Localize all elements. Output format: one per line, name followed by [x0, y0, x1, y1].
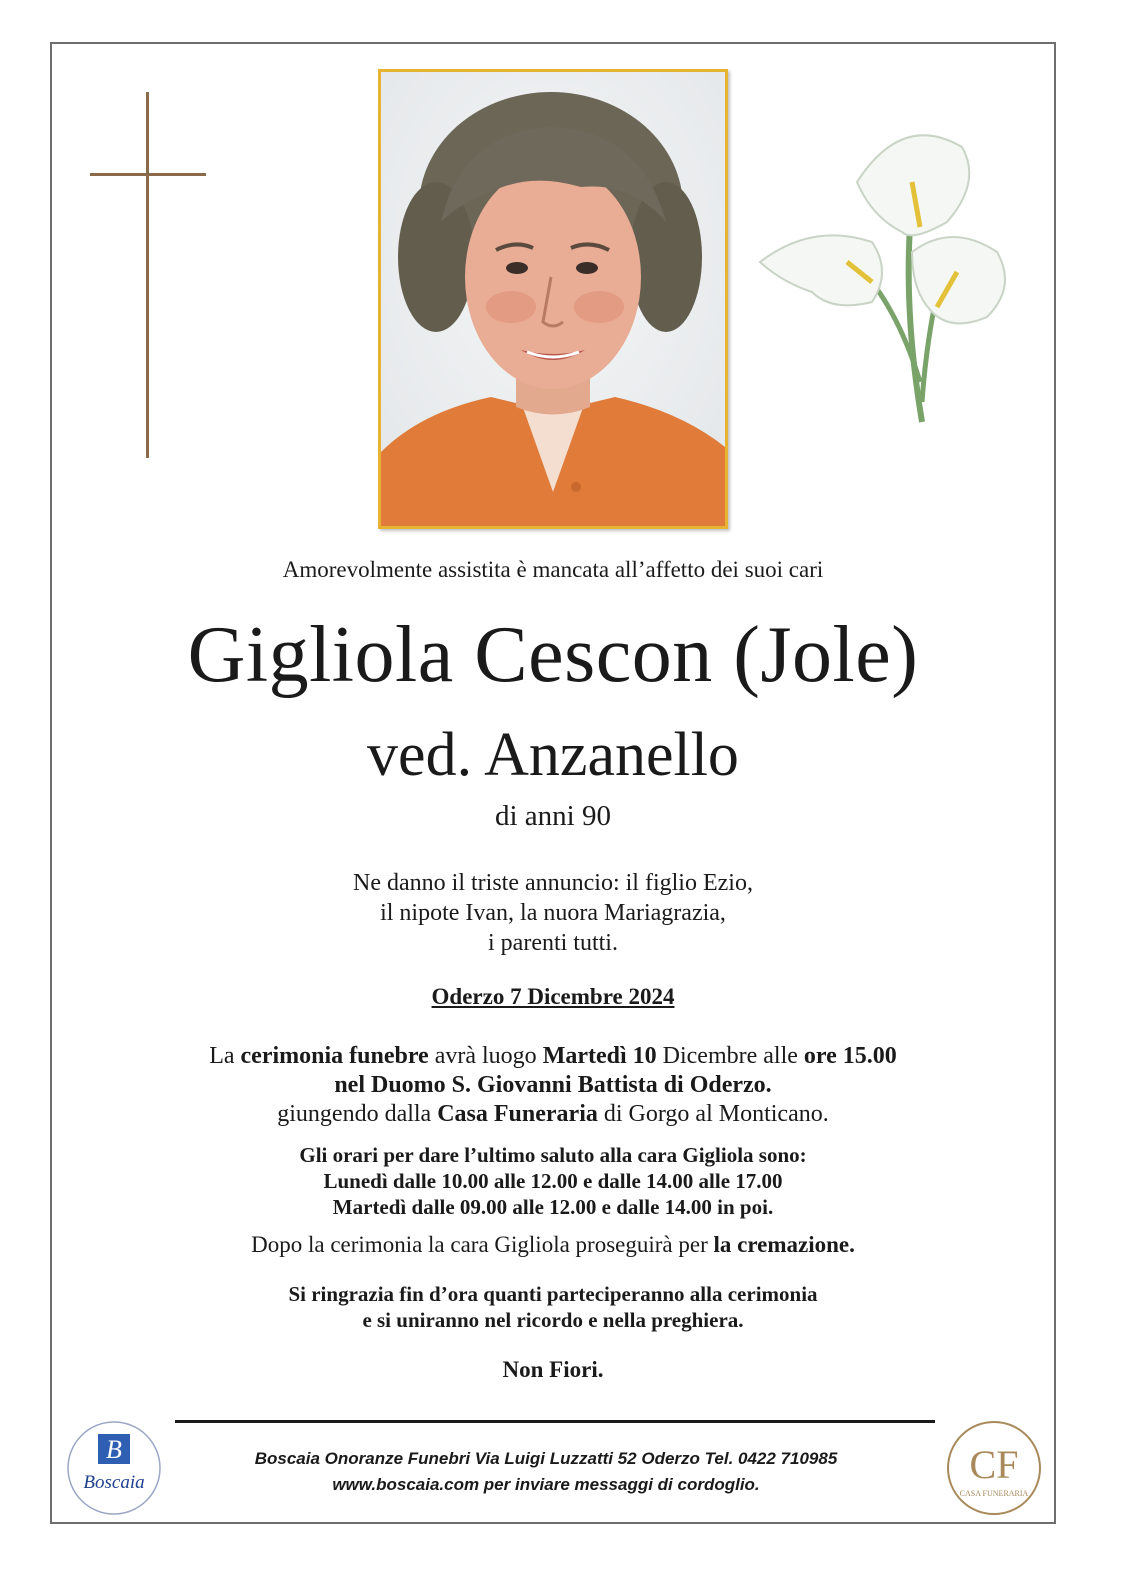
svg-text:CF: CF	[969, 1442, 1019, 1487]
family-announcement	[50, 868, 1056, 958]
family-line: Ne danno il triste annuncio: il figlio Ezio,	[353, 870, 753, 896]
casa-funeraria-logo	[946, 1420, 1042, 1516]
ceremony-line-3: giungendo dalla Casa Funeraria di Gorgo al Monticano.	[277, 1101, 829, 1127]
age-text: di anni 90	[495, 800, 611, 832]
deceased-portrait	[378, 69, 728, 529]
deceased-name: Gigliola Cescon (Jole)	[187, 611, 919, 699]
funeral-home-info	[175, 1446, 917, 1498]
married-name: ved. Anzanello	[367, 721, 739, 789]
boscaia-logo	[66, 1420, 162, 1516]
thanks-line: e si uniranno nel ricordo e nella preghiera.	[362, 1308, 744, 1332]
footer-address: Boscaia Onoranze Funebri Via Luigi Luzzatti 52 Oderzo Tel. 0422 710985	[254, 1449, 838, 1468]
ceremony-details	[50, 1042, 1056, 1129]
intro-text: Amorevolmente assistita è mancata all’affetto dei suoi cari	[282, 557, 824, 582]
cremation-note: Dopo la cerimonia la cara Gigliola proseguirà per la cremazione.	[251, 1232, 855, 1257]
ceremony-line-2: nel Duomo S. Giovanni Battista di Oderzo.	[334, 1072, 772, 1098]
thanks-line: Si ringrazia fin d’ora quanti parteciperanno alla cerimonia	[288, 1282, 818, 1306]
svg-text:CASA FUNERARIA: CASA FUNERARIA	[959, 1489, 1029, 1498]
footer-website[interactable]: www.boscaia.com per inviare messaggi di cordoglio.	[332, 1475, 760, 1494]
thanks-note	[50, 1281, 1056, 1333]
family-line: il nipote Ivan, la nuora Mariagrazia,	[380, 900, 726, 926]
calla-lily-icon	[752, 122, 1022, 432]
hours-line: Gli orari per dare l’ultimo saluto alla cara Gigliola sono:	[299, 1143, 807, 1167]
svg-text:B: B	[106, 1435, 122, 1464]
hours-line: Martedì dalle 09.00 alle 12.00 e dalle 14.00 in poi.	[332, 1195, 774, 1219]
ceremony-line-1: La cerimonia funebre avrà luogo Martedì 10 Dicembre alle ore 15.00	[209, 1043, 897, 1069]
svg-text:Boscaia: Boscaia	[83, 1472, 145, 1493]
family-line: i parenti tutti.	[488, 930, 618, 956]
place-date: Oderzo 7 Dicembre 2024	[431, 984, 675, 1009]
no-flowers-note: Non Fiori.	[502, 1357, 604, 1382]
visiting-hours	[50, 1142, 1056, 1220]
hours-line: Lunedì dalle 10.00 alle 12.00 e dalle 14.00 alle 17.00	[323, 1169, 783, 1193]
footer-divider	[175, 1420, 935, 1423]
cross-icon	[90, 92, 206, 460]
